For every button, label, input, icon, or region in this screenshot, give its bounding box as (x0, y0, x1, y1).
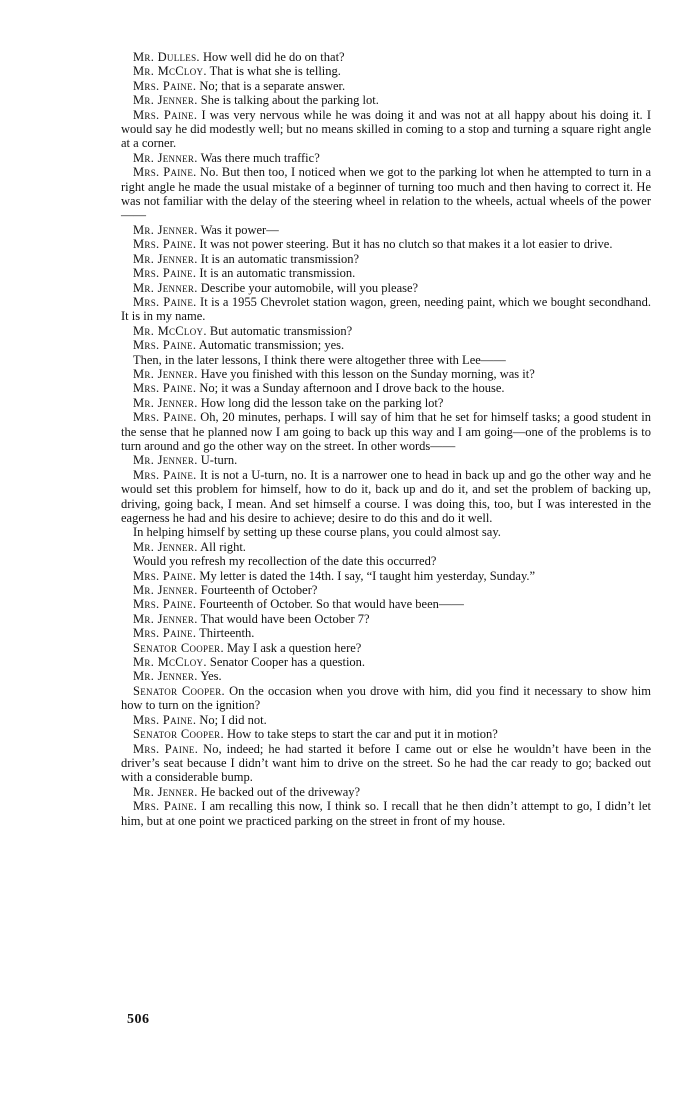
paragraph-text: She is talking about the parking lot. (200, 93, 379, 108)
testimony-paragraph (121, 569, 651, 583)
paragraph-text: Would you refresh my recollection of the date this occurred? (133, 554, 437, 569)
testimony-paragraph (121, 381, 651, 395)
paragraph-text: How to take steps to start the car and put it in motion? (227, 727, 498, 742)
testimony-paragraph (121, 525, 651, 539)
testimony-paragraph (121, 713, 651, 727)
testimony-paragraph (121, 64, 651, 78)
speaker-name: Mr. Jenner. (133, 539, 198, 554)
testimony-paragraph (121, 612, 651, 626)
paragraph-text: In helping himself by setting up these course plans, you could almost say. (133, 525, 501, 540)
speaker-name: Mrs. Paine. (133, 78, 197, 93)
paragraph-text: No; that is a separate answer. (199, 78, 346, 93)
speaker-name: Mrs. Paine. (133, 381, 197, 396)
testimony-paragraph (121, 295, 651, 324)
paragraph-text: No, indeed; he had started it before I came out or else he wouldn’t have been in the driver’s seat because I didn’t want him to drive on the street. So he had the car ready to go; backed out with a considerable bump. (121, 741, 651, 785)
testimony-paragraph (121, 353, 651, 367)
paragraph-text: Was there much traffic? (200, 150, 320, 165)
paragraph-text: No; it was a Sunday afternoon and I drove back to the house. (199, 381, 505, 396)
paragraph-text: Oh, 20 minutes, perhaps. I will say of him that he set for himself tasks; a good student in the sense that he planned now I am going to back up this way and I am going—one of the problems is to turn around and go the other way on the street. In other words—— (121, 410, 652, 453)
paragraph-text: My letter is dated the 14th. I say, “I taught him yesterday, Sunday.” (199, 568, 536, 583)
testimony-paragraph (121, 669, 651, 683)
speaker-name: Mr. Jenner. (133, 280, 198, 295)
testimony-paragraph (121, 597, 651, 611)
testimony-paragraph (121, 50, 651, 64)
paragraph-text: May I ask a question here? (227, 640, 362, 655)
speaker-name: Mr. Jenner. (133, 453, 198, 468)
speaker-name: Mrs. Paine. (133, 626, 197, 641)
testimony-paragraph (121, 151, 651, 165)
paragraph-text: He backed out of the driveway? (200, 784, 361, 799)
speaker-name: Mrs. Paine. (133, 467, 197, 482)
paragraph-text: Describe your automobile, will you please? (200, 280, 419, 295)
testimony-paragraph (121, 396, 651, 410)
paragraph-text: Then, in the later lessons, I think there were altogether three with Lee—— (133, 352, 506, 367)
speaker-name: Mr. Dulles. (133, 50, 200, 64)
paragraph-text: Fourteenth of October? (200, 583, 318, 598)
speaker-name: Mrs. Paine. (133, 266, 197, 281)
paragraph-text: All right. (200, 539, 246, 554)
paragraph-text: How long did the lesson take on the parking lot? (200, 395, 444, 410)
paragraph-text: Automatic transmission; yes. (198, 338, 345, 353)
speaker-name: Mr. Jenner. (133, 611, 198, 626)
paragraph-text: It is a 1955 Chevrolet station wagon, green, needing paint, which we bought secondhand. It is in my name. (121, 294, 652, 324)
speaker-name: Mrs. Paine. (133, 294, 197, 309)
speaker-name: Mr. Jenner. (133, 669, 198, 684)
paragraph-text: But automatic transmission? (209, 323, 353, 338)
paragraph-text: Was it power— (200, 222, 279, 237)
testimony-paragraph (121, 237, 651, 251)
testimony-paragraph (121, 266, 651, 280)
testimony-paragraph (121, 684, 651, 713)
paragraph-text: Yes. (200, 669, 222, 684)
testimony-paragraph (121, 108, 651, 151)
testimony-text (121, 50, 651, 828)
paragraph-text: How well did he do on that? (202, 50, 345, 64)
speaker-name: Mr. Jenner. (133, 395, 198, 410)
paragraph-text: No. But then too, I noticed when we got to the parking lot when he attempted to turn in a right angle he made the usual mistake of a beginner of turning too much and then having to correct it. He was not familiar with the delay of the steering wheel in relation to the wheels, actual wheels of the power—— (121, 165, 652, 223)
testimony-paragraph (121, 742, 651, 785)
paragraph-text: Thirteenth. (199, 626, 255, 641)
speaker-name: Mr. McCloy. (133, 64, 207, 79)
testimony-paragraph (121, 223, 651, 237)
speaker-name: Mrs. Paine. (133, 568, 197, 583)
paragraph-text: U-turn. (200, 453, 238, 468)
testimony-paragraph (121, 252, 651, 266)
speaker-name: Mr. Jenner. (133, 251, 198, 266)
speaker-name: Mr. Jenner. (133, 150, 198, 165)
speaker-name: Mrs. Paine. (133, 799, 198, 814)
testimony-paragraph (121, 79, 651, 93)
paragraph-text: It is an automatic transmission? (200, 251, 360, 266)
paragraph-text: It was not power steering. But it has no clutch so that makes it a lot easier to drive. (199, 237, 613, 252)
paragraph-text: I was very nervous while he was doing it and was not at all happy about his doing it. I would say he did modestly well; but no means skilled in coming to a stop and turning a square right angle at a corner. (121, 107, 652, 151)
testimony-paragraph (121, 655, 651, 669)
testimony-paragraph (121, 165, 651, 223)
speaker-name: Mr. Jenner. (133, 366, 198, 381)
testimony-paragraph (121, 453, 651, 467)
testimony-paragraph (121, 281, 651, 295)
testimony-paragraph (121, 338, 651, 352)
speaker-name: Mrs. Paine. (133, 741, 199, 756)
testimony-paragraph (121, 583, 651, 597)
speaker-name: Mr. McCloy. (133, 323, 207, 338)
speaker-name: Mrs. Paine. (133, 410, 197, 425)
speaker-name: Mrs. Paine. (133, 597, 197, 612)
paragraph-text: I am recalling this now, I think so. I recall that he then didn’t attempt to go, I didn’t let him, but at one point we practiced parking on the street in front of my house. (121, 799, 651, 828)
page-number: 506 (127, 1012, 150, 1027)
testimony-paragraph (121, 324, 651, 338)
speaker-name: Mr. Jenner. (133, 93, 198, 108)
testimony-paragraph (121, 785, 651, 799)
paragraph-text: That would have been October 7? (200, 611, 370, 626)
paragraph-text: It is an automatic transmission. (199, 266, 356, 281)
speaker-name: Mr. McCloy. (133, 655, 207, 670)
speaker-name: Mr. Jenner. (133, 784, 198, 799)
testimony-paragraph (121, 93, 651, 107)
testimony-paragraph (121, 540, 651, 554)
paragraph-text: Have you finished with this lesson on the Sunday morning, was it? (200, 366, 535, 381)
speaker-name: Mr. Jenner. (133, 583, 198, 598)
paragraph-text: Fourteenth of October. So that would have been—— (199, 597, 464, 612)
speaker-name: Mrs. Paine. (133, 712, 197, 727)
speaker-name: Senator Cooper. (133, 640, 224, 655)
paragraph-text: It is not a U-turn, no. It is a narrower one to head in back up and go the other way and he would set this problem for himself, how to do it, back up and do it, and set the problem of backing up, driving, going back, I mean. And set himself a course. I was doing this, too, but I was interested in the eagerness he had and his desire to achieve; desire to do this and do it well. (121, 467, 652, 525)
paragraph-text: Senator Cooper has a question. (209, 655, 366, 670)
testimony-paragraph (121, 626, 651, 640)
speaker-name: Senator Cooper. (133, 727, 224, 742)
speaker-name: Mrs. Paine. (133, 165, 197, 180)
speaker-name: Mr. Jenner. (133, 222, 198, 237)
testimony-paragraph (121, 468, 651, 526)
speaker-name: Senator Cooper. (133, 683, 225, 698)
testimony-paragraph (121, 367, 651, 381)
testimony-paragraph (121, 641, 651, 655)
speaker-name: Mrs. Paine. (133, 107, 198, 122)
paragraph-text: That is what she is telling. (209, 64, 341, 79)
paragraph-text: No; I did not. (199, 712, 267, 727)
paragraph-text: On the occasion when you drove with him, did you find it necessary to show him how to turn on the ignition? (121, 683, 651, 713)
testimony-paragraph (121, 410, 651, 453)
testimony-paragraph (121, 727, 651, 741)
testimony-paragraph (121, 799, 651, 828)
speaker-name: Mrs. Paine. (133, 338, 197, 353)
testimony-paragraph (121, 554, 651, 568)
speaker-name: Mrs. Paine. (133, 237, 197, 252)
